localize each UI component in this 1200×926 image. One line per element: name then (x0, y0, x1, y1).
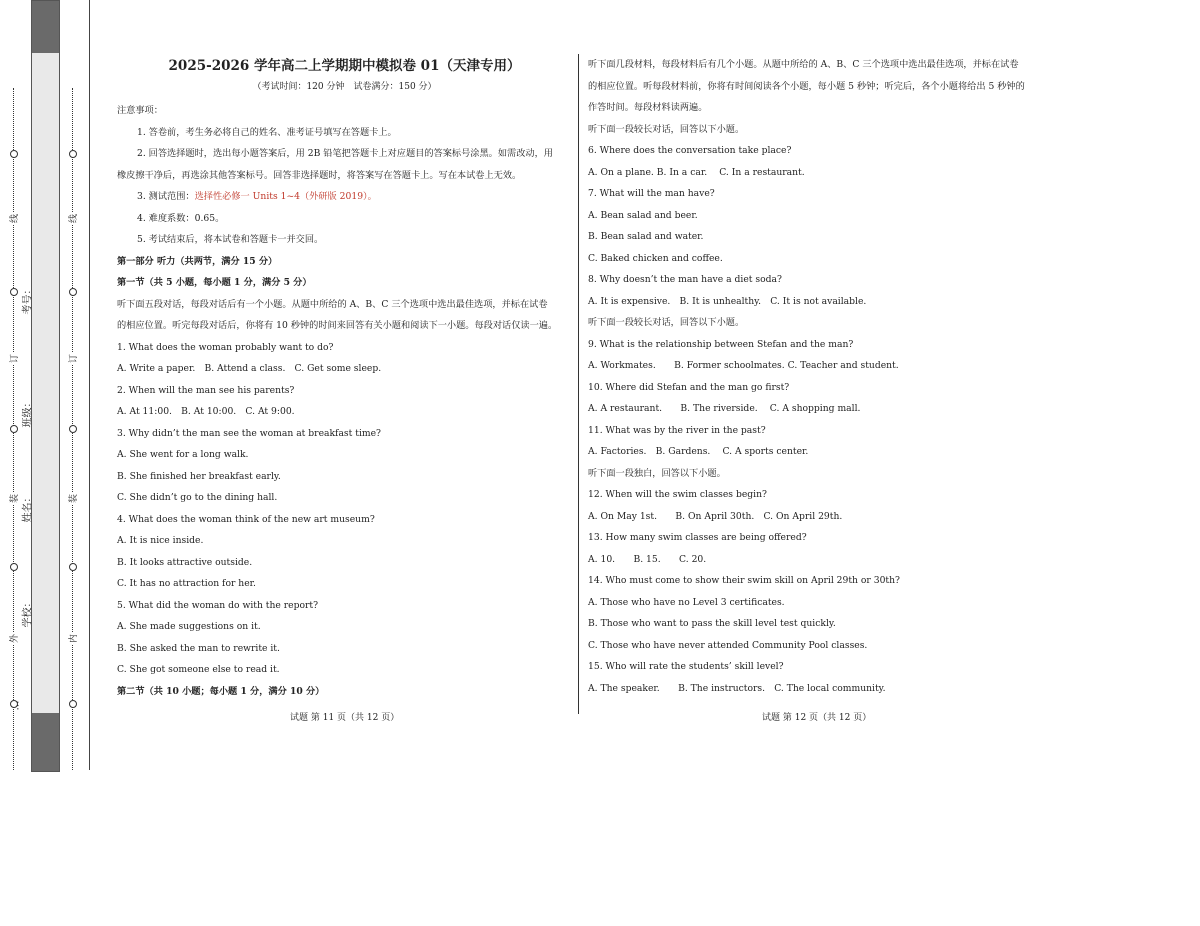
option-line: A. Write a paper. B. Attend a class. C. Get some sleep. (117, 363, 382, 374)
option-line: B. She finished her breakfast early. (117, 470, 281, 482)
question-line: 4. What does the woman think of the new art museum? (117, 513, 375, 525)
right-page (588, 54, 1048, 699)
notice-item: 4. 难度系数：0.65。 (137, 212, 225, 224)
band-bottom-block (32, 713, 59, 771)
question-line: 12. When will the swim classes begin? (588, 489, 767, 500)
question-line: 2. When will the man see his parents? (117, 384, 295, 396)
option-line: A. At 11:00. B. At 10:00. C. At 9:00. (117, 406, 295, 417)
option-line: C. She got someone else to read it. (117, 664, 280, 675)
option-line: C. It has no attraction for her. (117, 578, 256, 589)
instruction-line: 的相应位置。听完每段对话后，你将有 10 秒钟的时间来回答有关小题和阅读下一小题。每段对话仅读一遍。 (117, 320, 558, 331)
range-value: 选择性必修一 Units 1~4（外研版 2019）。 (194, 191, 377, 202)
notice-item: 2. 回答选择题时，选出每小题答案后，用 2B 铅笔把答题卡上对应题目的答案标号涂黑。如需改动，用 (137, 148, 553, 159)
option-line: C. She didn’t go to the dining hall. (117, 492, 278, 503)
binding-circle (69, 700, 77, 708)
candidate-info-band (31, 0, 60, 772)
instruction-line: 听下面几段材料，每段材料后有几个小题。从题中所给的 A、B、C 三个选项中选出最佳选项，并标在试卷 (588, 59, 1019, 70)
question-line: 11. What was by the river in the past? (588, 424, 766, 436)
option-line: A. She made suggestions on it. (117, 621, 261, 632)
option-line: A. She went for a long walk. (117, 449, 249, 460)
question-line: 8. Why doesn’t the man have a diet soda? (588, 274, 782, 285)
left-page (117, 56, 572, 702)
passage-heading: 听下面一段较长对话，回答以下小题。 (588, 317, 745, 328)
margin-rule (89, 0, 90, 770)
binding-circle (10, 425, 18, 433)
name-label: 姓名： (22, 492, 34, 523)
ellipsis-text: … (10, 700, 22, 711)
binding-circle (10, 150, 18, 158)
question-line: 13. How many swim classes are being offered? (588, 532, 807, 543)
question-line: 1. What does the woman probably want to do? (117, 341, 334, 353)
option-line: A. Bean salad and beer. (588, 209, 698, 221)
passage-heading: 听下面一段独白，回答以下小题。 (588, 467, 726, 479)
binding-circle (10, 563, 18, 571)
outer-mark-bind: 装 (10, 493, 21, 504)
option-line: A. A restaurant. B. The riverside. C. A shopping mall. (588, 403, 861, 414)
option-line: A. It is expensive. B. It is unhealthy. C. It is not available. (588, 295, 867, 307)
outer-mark-outside: 外 (10, 633, 21, 644)
option-line: B. Those who want to pass the skill level test quickly. (588, 618, 836, 629)
question-line: 10. Where did Stefan and the man go first? (588, 381, 790, 393)
binding-circle (10, 288, 18, 296)
class-label: 班级： (22, 397, 34, 428)
option-line: B. Bean salad and water. (588, 231, 704, 242)
binding-circle (69, 425, 77, 433)
inner-mark-order: 订 (69, 353, 80, 364)
option-line: B. It looks attractive outside. (117, 556, 253, 568)
instruction-line: 的相应位置。听每段材料前，你将有时间阅读各个小题，每小题 5 秒钟；听完后，各个小题将给出 5 秒钟的 (588, 80, 1025, 92)
binding-circle (69, 150, 77, 158)
notice-item: 5. 考试结束后，将本试卷和答题卡一并交回。 (137, 234, 324, 245)
option-line: C. Baked chicken and coffee. (588, 252, 723, 264)
band-top-block (32, 1, 59, 53)
notice-item: 1. 答卷前，考生务必将自己的姓名、准考证号填写在答题卡上。 (137, 126, 397, 138)
option-line: A. Factories. B. Gardens. C. A sports center. (588, 446, 809, 457)
option-line: A. 10. B. 15. C. 20. (588, 553, 707, 565)
section-heading: 第二节（共 10 小题；每小题 1 分，满分 10 分） (117, 685, 325, 697)
inner-mark-bind: 装 (69, 493, 80, 504)
option-line: A. On May 1st. B. On April 30th. C. On April 29th. (588, 510, 843, 522)
page-footer-left: 试题 第 11 页（共 12 页） (290, 713, 400, 723)
question-line: 14. Who must come to show their swim skill on April 29th or 30th? (588, 575, 900, 586)
exam-subtitle: （考试时间：120 分钟 试卷满分：150 分） (252, 82, 437, 92)
section-heading: 第一节（共 5 小题，每小题 1 分，满分 5 分） (117, 277, 312, 288)
option-line: A. It is nice inside. (117, 535, 204, 546)
binding-strip (0, 0, 92, 772)
inner-mark-line: 线 (69, 213, 80, 224)
school-label: 学校： (22, 597, 34, 628)
page-divider (578, 54, 579, 714)
exam-number-label: 考号： (22, 284, 34, 315)
question-line: 15. Who will rate the students’ skill level? (588, 661, 784, 672)
question-line: 9. What is the relationship between Stefan and the man? (588, 338, 854, 350)
outer-mark-line: 线 (10, 213, 21, 224)
option-line: A. Workmates. B. Former schoolmates. C. Teacher and student. (588, 360, 899, 371)
question-line: 3. Why didn’t the man see the woman at breakfast time? (117, 427, 381, 439)
range-label: 3. 测试范围： (137, 191, 195, 202)
option-line: B. She asked the man to rewrite it. (117, 642, 280, 654)
option-line: C. Those who have never attended Community Pool classes. (588, 639, 868, 651)
notice-heading: 注意事项： (117, 105, 163, 116)
inner-mark-inside: 内 (69, 633, 80, 644)
question-line: 7. What will the man have? (588, 188, 715, 199)
passage-heading: 听下面一段较长对话，回答以下小题。 (588, 123, 745, 135)
page-footer-right: 试题 第 12 页（共 12 页） (762, 713, 872, 723)
binding-circle (69, 563, 77, 571)
option-line: A. On a plane. B. In a car. C. In a restaurant. (588, 166, 805, 178)
instruction-line: 作答时间。每段材料读两遍。 (588, 102, 708, 113)
exam-title: 2025-2026 学年高二上学期期中模拟卷 01（天津专用） (168, 58, 521, 74)
option-line: A. Those who have no Level 3 certificates. (588, 596, 785, 608)
option-line: A. The speaker. B. The instructors. C. The local community. (588, 682, 886, 694)
instruction-line: 听下面五段对话，每段对话后有一个小题。从题中所给的 A、B、C 三个选项中选出最佳选项，并标在试卷 (117, 298, 548, 310)
notice-item-cont: 橡皮擦干净后，再选涂其他答案标号。回答非选择题时，将答案写在答题卡上。写在本试卷上无效。 (117, 169, 522, 181)
binding-circle (69, 288, 77, 296)
question-line: 6. Where does the conversation take place? (588, 145, 792, 156)
notice-item (117, 186, 572, 208)
part-heading: 第一部分 听力（共两节，满分 15 分） (117, 255, 278, 267)
question-line: 5. What did the woman do with the report? (117, 599, 319, 611)
outer-mark-order: 订 (10, 353, 21, 364)
